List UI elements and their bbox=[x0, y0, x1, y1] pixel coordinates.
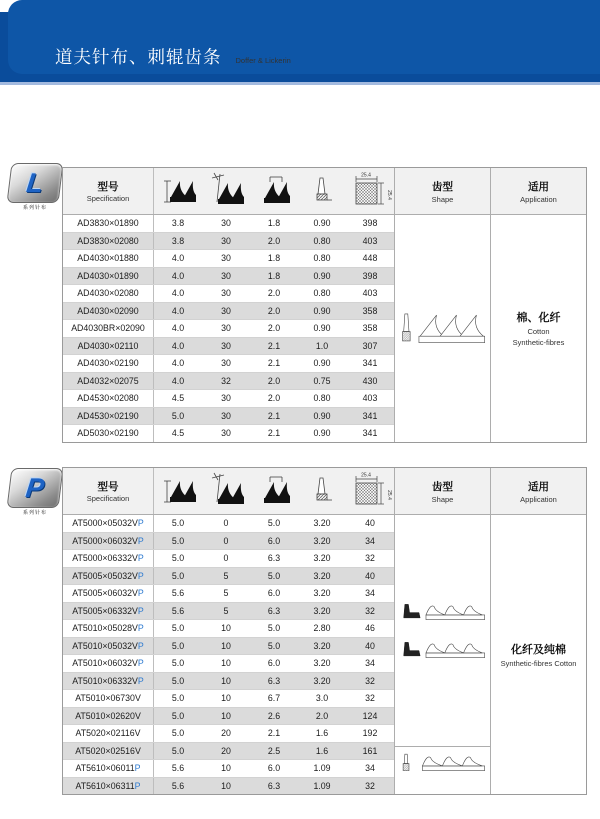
table-row bbox=[63, 515, 394, 532]
spec-value-cell: 2.0 bbox=[267, 305, 281, 316]
spec-value-cell: 40 bbox=[365, 518, 375, 529]
column-header-height bbox=[154, 168, 202, 214]
spec-value-cell: 5.0 bbox=[171, 570, 185, 581]
spec-value-cell: 2.1 bbox=[267, 358, 281, 369]
application-en-line1: Synthetic-fibres Cotton bbox=[500, 658, 577, 668]
model-cell: AD4530×02190 bbox=[63, 408, 154, 425]
rib-width-icon bbox=[305, 174, 339, 208]
spec-value-cell: 0.90 bbox=[313, 305, 331, 316]
model-cell: AT5010×06730V bbox=[63, 690, 154, 707]
svg-text:25.4: 25.4 bbox=[361, 472, 371, 479]
tooth-profile-drawing-wave-3 bbox=[399, 749, 487, 777]
column-header-rib bbox=[298, 168, 346, 214]
table-row bbox=[63, 232, 394, 250]
spec-value-cell: 3.20 bbox=[313, 553, 331, 564]
spec-value-cell: 6.0 bbox=[267, 535, 281, 546]
model-cell: AT5005×05032V P bbox=[63, 568, 154, 585]
spec-value-cell: 4.0 bbox=[171, 323, 185, 334]
spec-value-cell: 40 bbox=[365, 570, 375, 581]
tooth-angle-icon bbox=[206, 172, 246, 210]
spec-value-cell: 6.7 bbox=[267, 693, 281, 704]
logo-caption: 系列针布 bbox=[22, 205, 47, 211]
spec-value-cell: 6.0 bbox=[267, 588, 281, 599]
model-suffix-p: P bbox=[137, 605, 144, 616]
spec-header-en: Specification bbox=[86, 194, 130, 203]
spec-value-cell: 1.8 bbox=[267, 270, 281, 281]
svg-text:25.4: 25.4 bbox=[361, 172, 371, 179]
spec-value-cell: 32 bbox=[365, 693, 375, 704]
spec-value-cell: 5.0 bbox=[171, 640, 185, 651]
spec-value-cell: 5.0 bbox=[171, 693, 185, 704]
column-header-rib bbox=[298, 468, 346, 514]
table-row bbox=[63, 319, 394, 337]
spec-value-cell: 192 bbox=[362, 728, 378, 739]
spec-value-cell: 5.0 bbox=[171, 745, 185, 756]
spec-value-cell: 5.6 bbox=[171, 605, 185, 616]
shape-header-en: Shape bbox=[431, 494, 454, 504]
spec-value-cell: 0.90 bbox=[313, 270, 331, 281]
spec-value-cell: 5.0 bbox=[171, 710, 185, 721]
table-row bbox=[63, 672, 394, 690]
tooth-pitch-icon bbox=[254, 473, 294, 509]
spec-value-cell: 5.0 bbox=[267, 518, 281, 529]
spec-value-cell: 5.0 bbox=[171, 623, 185, 634]
spec-value-cell: 5 bbox=[223, 570, 229, 581]
spec-value-cell: 20 bbox=[221, 745, 231, 756]
model-suffix-p: P bbox=[134, 763, 141, 774]
spec-value-cell: 2.5 bbox=[267, 745, 281, 756]
spec-value-cell: 34 bbox=[365, 658, 375, 669]
spec-value-cell: 2.1 bbox=[267, 340, 281, 351]
table-row bbox=[63, 707, 394, 725]
application-column-header bbox=[491, 168, 586, 215]
spec-value-cell: 2.0 bbox=[267, 235, 281, 246]
spec-value-cell: 2.6 bbox=[267, 710, 281, 721]
spec-value-cell: 1.8 bbox=[267, 218, 281, 229]
spec-value-cell: 403 bbox=[362, 393, 378, 404]
spec-value-cell: 398 bbox=[362, 218, 378, 229]
spec-value-cell: 5.0 bbox=[171, 518, 185, 529]
table-row bbox=[63, 215, 394, 232]
spec-value-cell: 30 bbox=[221, 323, 231, 334]
spec-value-cell: 34 bbox=[365, 763, 375, 774]
table-row bbox=[63, 284, 394, 302]
spec-value-cell: 32 bbox=[221, 375, 231, 386]
application-column bbox=[491, 468, 586, 794]
spec-value-cell: 4.0 bbox=[171, 340, 185, 351]
spec-value-cell: 0.80 bbox=[313, 393, 331, 404]
table-row bbox=[63, 619, 394, 637]
spec-value-cell: 0.90 bbox=[313, 323, 331, 334]
spec-value-cell: 5.0 bbox=[171, 553, 185, 564]
spec-value-cell: 1.6 bbox=[315, 745, 329, 756]
tooth-height-icon bbox=[158, 474, 198, 508]
shape-column bbox=[394, 168, 491, 442]
spec-value-cell: 6.0 bbox=[267, 658, 281, 669]
spec-value-cell: 34 bbox=[365, 588, 375, 599]
spec-column-header bbox=[63, 168, 154, 214]
application-cell bbox=[491, 515, 586, 794]
spec-value-cell: 30 bbox=[221, 358, 231, 369]
spec-value-cell: 403 bbox=[362, 288, 378, 299]
application-header-zh: 适用 bbox=[528, 480, 549, 493]
model-cell: AT5000×05032V P bbox=[63, 515, 154, 532]
spec-value-cell: 5.0 bbox=[267, 623, 281, 634]
logo-letter: L bbox=[24, 167, 46, 198]
spec-value-cell: 30 bbox=[221, 428, 231, 439]
column-header-height bbox=[154, 468, 202, 514]
spec-value-cell: 430 bbox=[362, 375, 378, 386]
spec-value-cell: 3.0 bbox=[315, 693, 329, 704]
spec-value-cell: 30 bbox=[221, 253, 231, 264]
points-density-icon bbox=[348, 471, 392, 511]
spec-value-cell: 34 bbox=[365, 535, 375, 546]
logo-plate bbox=[7, 163, 64, 203]
application-header-en: Application bbox=[520, 194, 557, 204]
spec-value-cell: 32 bbox=[365, 675, 375, 686]
model-suffix-p: P bbox=[137, 623, 144, 634]
spec-value-cell: 4.0 bbox=[171, 358, 185, 369]
model-cell: AD4530×02080 bbox=[63, 390, 154, 407]
spec-value-cell: 0 bbox=[223, 535, 229, 546]
spec-value-cell: 0 bbox=[223, 553, 229, 564]
table-header-row bbox=[63, 168, 394, 215]
table-row bbox=[63, 372, 394, 390]
spec-value-cell: 30 bbox=[221, 218, 231, 229]
table-row bbox=[63, 267, 394, 285]
model-cell: AD3830×01890 bbox=[63, 215, 154, 232]
spec-value-cell: 2.0 bbox=[267, 288, 281, 299]
model-suffix-p: P bbox=[137, 658, 144, 669]
table-row bbox=[63, 654, 394, 672]
spec-value-cell: 5 bbox=[223, 588, 229, 599]
spec-value-cell: 341 bbox=[362, 428, 378, 439]
spec-value-cell: 6.3 bbox=[267, 553, 281, 564]
logo-caption: 系列针布 bbox=[22, 510, 47, 516]
table-row bbox=[63, 354, 394, 372]
spec-value-cell: 10 bbox=[221, 658, 231, 669]
spec-value-cell: 4.0 bbox=[171, 288, 185, 299]
model-suffix-p: P bbox=[137, 518, 144, 529]
spec-value-cell: 1.0 bbox=[315, 340, 329, 351]
spec-value-cell: 403 bbox=[362, 235, 378, 246]
spec-value-cell: 1.09 bbox=[313, 763, 331, 774]
spec-value-cell: 5.6 bbox=[171, 588, 185, 599]
shape-cell-upper bbox=[395, 515, 490, 746]
spec-value-cell: 4.5 bbox=[171, 393, 185, 404]
model-suffix-p: P bbox=[137, 570, 144, 581]
spec-value-cell: 20 bbox=[221, 728, 231, 739]
table-row bbox=[63, 724, 394, 742]
model-suffix-p: P bbox=[137, 588, 144, 599]
spec-value-cell: 40 bbox=[365, 640, 375, 651]
spec-value-cell: 10 bbox=[221, 693, 231, 704]
shape-column-header bbox=[395, 468, 490, 515]
model-cell: AD4030×01880 bbox=[63, 250, 154, 267]
table-row bbox=[63, 389, 394, 407]
spec-value-cell: 0.90 bbox=[313, 358, 331, 369]
spec-table-doffer bbox=[62, 167, 587, 443]
table-row bbox=[63, 637, 394, 655]
spec-value-cell: 5.0 bbox=[267, 640, 281, 651]
table-row bbox=[63, 424, 394, 442]
spec-value-cell: 0.80 bbox=[313, 235, 331, 246]
table-body bbox=[63, 515, 394, 794]
spec-value-cell: 1.6 bbox=[315, 728, 329, 739]
table-row bbox=[63, 759, 394, 777]
column-header-pitch bbox=[250, 168, 298, 214]
spec-value-cell: 5.0 bbox=[171, 675, 185, 686]
spec-value-cell: 32 bbox=[365, 553, 375, 564]
brand-logo-series-p bbox=[7, 468, 63, 516]
spec-value-cell: 10 bbox=[221, 675, 231, 686]
spec-value-cell: 30 bbox=[221, 270, 231, 281]
spec-value-cell: 3.20 bbox=[313, 675, 331, 686]
spec-value-cell: 5.0 bbox=[171, 535, 185, 546]
application-cell bbox=[491, 215, 586, 442]
spec-value-cell: 2.80 bbox=[313, 623, 331, 634]
application-header-zh: 适用 bbox=[528, 180, 549, 193]
model-cell: AD4032×02075 bbox=[63, 373, 154, 390]
spec-value-cell: 4.5 bbox=[171, 428, 185, 439]
spec-value-cell: 3.20 bbox=[313, 535, 331, 546]
model-suffix-p: P bbox=[137, 553, 144, 564]
model-cell: AT5000×06032V P bbox=[63, 533, 154, 550]
spec-value-cell: 5 bbox=[223, 605, 229, 616]
brand-logo-series-l bbox=[7, 163, 63, 211]
column-header-density bbox=[346, 468, 394, 514]
spec-column-header bbox=[63, 468, 154, 514]
spec-value-cell: 30 bbox=[221, 393, 231, 404]
spec-value-cell: 2.1 bbox=[267, 410, 281, 421]
tooth-height-icon bbox=[158, 174, 198, 208]
model-suffix-p: P bbox=[137, 640, 144, 651]
spec-value-cell: 448 bbox=[362, 253, 378, 264]
application-column-header bbox=[491, 468, 586, 515]
spec-value-cell: 32 bbox=[365, 605, 375, 616]
logo-plate bbox=[7, 468, 64, 508]
spec-value-cell: 124 bbox=[362, 710, 378, 721]
spec-value-cell: 1.09 bbox=[313, 780, 331, 791]
spec-value-cell: 10 bbox=[221, 640, 231, 651]
rib-width-icon bbox=[305, 474, 339, 508]
spec-value-cell: 358 bbox=[362, 305, 378, 316]
spec-value-cell: 3.8 bbox=[171, 235, 185, 246]
spec-value-cell: 3.8 bbox=[171, 218, 185, 229]
table-row bbox=[63, 302, 394, 320]
spec-value-cell: 2.0 bbox=[267, 393, 281, 404]
spec-value-cell: 6.3 bbox=[267, 605, 281, 616]
table-row bbox=[63, 549, 394, 567]
points-density-icon bbox=[348, 171, 392, 211]
model-cell: AD3830×02080 bbox=[63, 233, 154, 250]
spec-value-cell: 0.80 bbox=[313, 288, 331, 299]
spec-value-cell: 307 bbox=[362, 340, 378, 351]
table-row bbox=[63, 249, 394, 267]
model-cell: AD4030×01890 bbox=[63, 268, 154, 285]
spec-value-cell: 4.0 bbox=[171, 270, 185, 281]
spec-value-cell: 5.6 bbox=[171, 763, 185, 774]
tooth-profile-drawing-tall bbox=[399, 302, 487, 354]
spec-value-cell: 46 bbox=[365, 623, 375, 634]
model-cell: AT5610×06311 P bbox=[63, 778, 154, 795]
spec-value-cell: 2.0 bbox=[315, 710, 329, 721]
logo-letter: P bbox=[24, 472, 46, 503]
model-cell: AD4030×02090 bbox=[63, 303, 154, 320]
application-header-en: Application bbox=[520, 494, 557, 504]
spec-value-cell: 4.0 bbox=[171, 253, 185, 264]
spec-value-cell: 3.20 bbox=[313, 658, 331, 669]
spec-value-cell: 0.75 bbox=[313, 375, 331, 386]
model-cell: AD5030×02190 bbox=[63, 425, 154, 442]
table-row bbox=[63, 777, 394, 795]
spec-value-cell: 4.0 bbox=[171, 305, 185, 316]
spec-value-cell: 30 bbox=[221, 340, 231, 351]
column-header-angle bbox=[202, 168, 250, 214]
spec-value-cell: 2.1 bbox=[267, 428, 281, 439]
table-header-row bbox=[63, 468, 394, 515]
shape-cell bbox=[395, 215, 490, 442]
shape-column bbox=[394, 468, 491, 794]
model-cell: AT5020×02116V bbox=[63, 725, 154, 742]
svg-text:25.4: 25.4 bbox=[386, 490, 392, 500]
model-cell: AT5010×05032V P bbox=[63, 638, 154, 655]
model-cell: AT5010×06332V P bbox=[63, 673, 154, 690]
spec-value-cell: 2.0 bbox=[267, 375, 281, 386]
model-cell: AD4030×02110 bbox=[63, 338, 154, 355]
table-body bbox=[63, 215, 394, 442]
spec-value-cell: 0.80 bbox=[313, 253, 331, 264]
page-title bbox=[55, 44, 291, 69]
spec-value-cell: 161 bbox=[362, 745, 378, 756]
spec-value-cell: 341 bbox=[362, 410, 378, 421]
tooth-angle-icon bbox=[206, 472, 246, 510]
spec-table-lickerin bbox=[62, 467, 587, 795]
model-cell: AT5005×06032V P bbox=[63, 585, 154, 602]
spec-value-cell: 341 bbox=[362, 358, 378, 369]
column-header-density bbox=[346, 168, 394, 214]
model-cell: AD4030BR×02090 bbox=[63, 320, 154, 337]
table-row bbox=[63, 407, 394, 425]
model-suffix-p: P bbox=[137, 675, 144, 686]
spec-value-cell: 2.0 bbox=[267, 323, 281, 334]
spec-value-cell: 5.0 bbox=[171, 410, 185, 421]
spec-value-cell: 1.8 bbox=[267, 253, 281, 264]
spec-value-cell: 5.0 bbox=[267, 570, 281, 581]
spec-value-cell: 2.1 bbox=[267, 728, 281, 739]
spec-header-en: Specification bbox=[86, 494, 130, 503]
table-main-columns bbox=[63, 468, 394, 794]
tooth-profile-drawing-wave-2 bbox=[399, 635, 487, 665]
spec-value-cell: 5.0 bbox=[171, 728, 185, 739]
spec-value-cell: 30 bbox=[221, 410, 231, 421]
shape-header-zh: 齿型 bbox=[432, 480, 453, 493]
spec-value-cell: 30 bbox=[221, 288, 231, 299]
model-cell: AT5005×06332V P bbox=[63, 603, 154, 620]
model-cell: AD4030×02080 bbox=[63, 285, 154, 302]
model-suffix-p: P bbox=[134, 780, 141, 791]
table-row bbox=[63, 602, 394, 620]
spec-value-cell: 30 bbox=[221, 235, 231, 246]
shape-column-header bbox=[395, 168, 490, 215]
spec-value-cell: 6.3 bbox=[267, 675, 281, 686]
tooth-profile-drawing-wave-1 bbox=[399, 597, 487, 627]
column-header-angle bbox=[202, 468, 250, 514]
spec-value-cell: 0.90 bbox=[313, 218, 331, 229]
spec-value-cell: 3.20 bbox=[313, 605, 331, 616]
spec-value-cell: 3.20 bbox=[313, 640, 331, 651]
table-row bbox=[63, 532, 394, 550]
spec-value-cell: 5.6 bbox=[171, 780, 185, 791]
application-en-line2: Synthetic-fibres bbox=[512, 338, 565, 348]
page-title-en: Doffer & Lickerin bbox=[235, 56, 291, 65]
model-cell: AT5000×06332V P bbox=[63, 550, 154, 567]
spec-value-cell: 0.90 bbox=[313, 410, 331, 421]
spec-value-cell: 3.20 bbox=[313, 518, 331, 529]
table-row bbox=[63, 742, 394, 760]
spec-value-cell: 32 bbox=[365, 780, 375, 791]
model-cell: AT5010×05028V P bbox=[63, 620, 154, 637]
model-cell: AD4030×02190 bbox=[63, 355, 154, 372]
spec-value-cell: 5.0 bbox=[171, 658, 185, 669]
model-cell: AT5610×06011 P bbox=[63, 760, 154, 777]
spec-value-cell: 10 bbox=[221, 763, 231, 774]
spec-header-zh: 型号 bbox=[97, 481, 119, 493]
spec-value-cell: 10 bbox=[221, 623, 231, 634]
tooth-pitch-icon bbox=[254, 173, 294, 209]
table-row bbox=[63, 337, 394, 355]
table-row bbox=[63, 689, 394, 707]
spec-value-cell: 10 bbox=[221, 780, 231, 791]
column-header-pitch bbox=[250, 468, 298, 514]
application-zh: 化纤及纯棉 bbox=[511, 643, 566, 656]
spec-value-cell: 30 bbox=[221, 305, 231, 316]
application-en-line1: Cotton bbox=[527, 326, 550, 336]
model-cell: AT5010×06032V P bbox=[63, 655, 154, 672]
page-title-zh: 道夫针布、刺辊齿条 bbox=[55, 47, 222, 67]
model-suffix-p: P bbox=[137, 535, 144, 546]
spec-value-cell: 6.0 bbox=[267, 763, 281, 774]
spec-value-cell: 4.0 bbox=[171, 375, 185, 386]
spec-value-cell: 398 bbox=[362, 270, 378, 281]
spec-value-cell: 0.90 bbox=[313, 428, 331, 439]
shape-header-zh: 齿型 bbox=[432, 180, 453, 193]
model-cell: AT5010×02620V bbox=[63, 708, 154, 725]
spec-value-cell: 3.20 bbox=[313, 570, 331, 581]
application-zh: 棉、化纤 bbox=[516, 311, 561, 324]
table-row bbox=[63, 567, 394, 585]
spec-value-cell: 358 bbox=[362, 323, 378, 334]
table-main-columns bbox=[63, 168, 394, 442]
spec-value-cell: 3.20 bbox=[313, 588, 331, 599]
application-column bbox=[491, 168, 586, 442]
shape-cell-lower bbox=[395, 746, 490, 779]
spec-header-zh: 型号 bbox=[97, 181, 119, 193]
spec-value-cell: 0 bbox=[223, 518, 229, 529]
spec-value-cell: 10 bbox=[221, 710, 231, 721]
model-cell: AT5020×02516V bbox=[63, 743, 154, 760]
shape-header-en: Shape bbox=[431, 194, 454, 204]
spec-value-cell: 6.3 bbox=[267, 780, 281, 791]
svg-text:25.4: 25.4 bbox=[386, 190, 392, 200]
table-row bbox=[63, 584, 394, 602]
